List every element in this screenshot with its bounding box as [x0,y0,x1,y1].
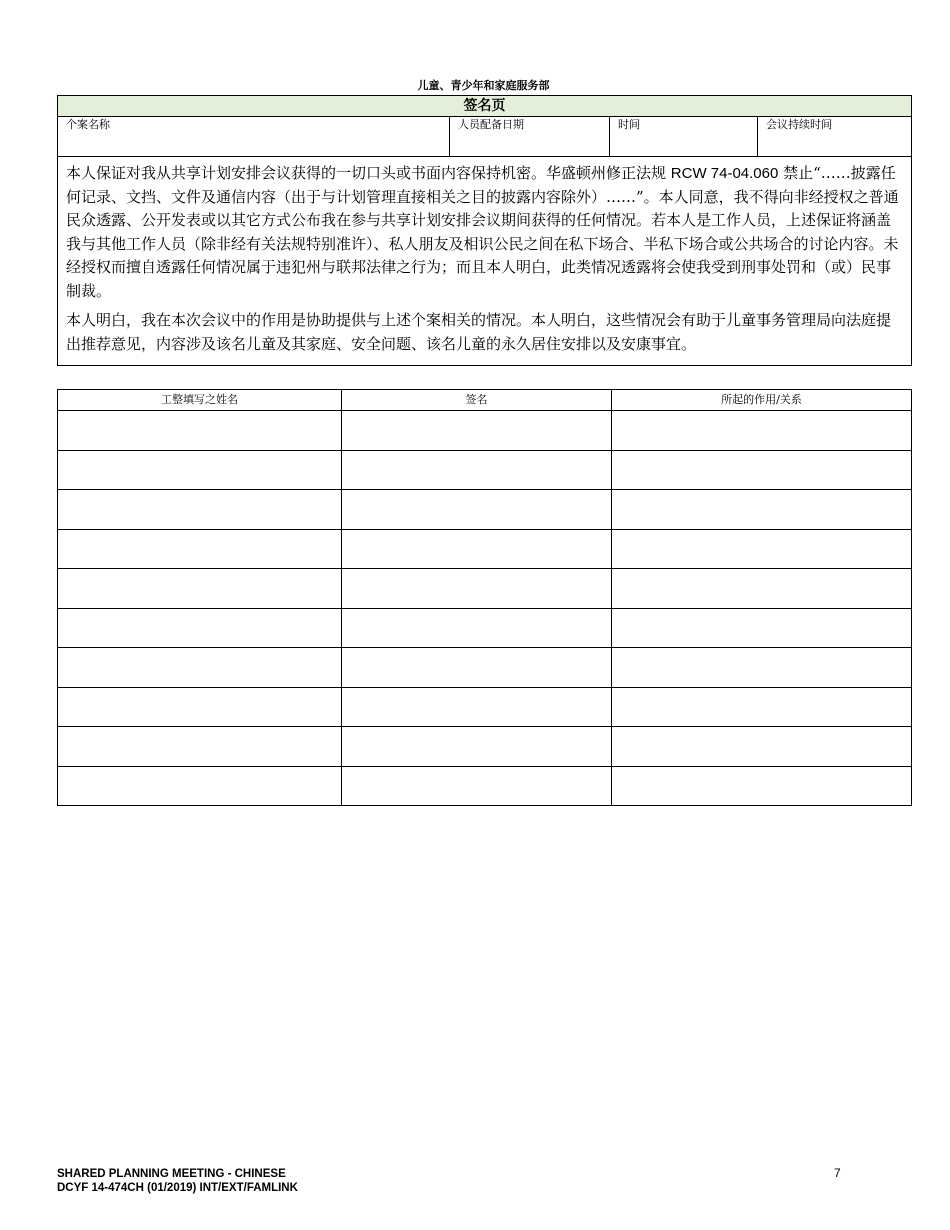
page-title: 签名页 [58,96,912,117]
signature-cell[interactable] [342,608,612,648]
role-cell[interactable] [612,529,912,569]
printed-name-cell[interactable] [58,529,342,569]
meeting-duration-field[interactable] [758,117,912,157]
printed-name-cell[interactable] [58,648,342,688]
statement-paragraph-2: 本人明白，我在本次会议中的作用是协助提供与上述个案相关的情况。本人明白，这些情况会有助于儿童事务管理局向法庭提出推荐意见，内容涉及该名儿童及其家庭、安全问题、该名儿童的永久居住安排以及安康事宜。 [66,311,892,353]
time-label: 时间 [618,118,640,131]
statement-p1-end: 禁止“……披露任何记录、文挡、文件及通信内容（出于与计划管理直接相关之目的披露内容除外）……”。本人同意，我不得向非经授权之普通民众透露、公开发表或以其它方式公布我在参与共享计划安排会议期间获得的任何情况。若本人是工作人员，上述保证将涵盖我与其他工作人员（除非经有关法规特别准许）、私人朋友及相识公民之间在私下场合、半私下场合或公共场合的讨论内容。未经授权而擅自透露任何情况属于违犯州与联邦法律之行为；而且本人明白，此类情况透露将会使我受到刑事处罚和（或）民事制裁。 [66,164,899,300]
printed-name-cell[interactable] [58,490,342,530]
table-row [58,687,912,727]
statement-p1-start: 本人保证对我从共享计划安排会议获得的一切口头或书面内容保持机密。华盛顿州修正法规 [66,164,671,182]
signature-table [57,389,912,806]
table-row [58,608,912,648]
signature-cell[interactable] [342,569,612,609]
role-cell[interactable] [612,727,912,767]
signature-cell[interactable] [342,490,612,530]
page-number: 7 [834,1166,841,1180]
printed-name-cell[interactable] [58,608,342,648]
signature-cell[interactable] [342,529,612,569]
footer-form-title: SHARED PLANNING MEETING - CHINESE [57,1168,286,1180]
table-row [58,490,912,530]
signature-cell[interactable] [342,450,612,490]
printed-name-cell[interactable] [58,766,342,806]
role-cell[interactable] [612,608,912,648]
signature-cell[interactable] [342,411,612,451]
confidentiality-statement [58,157,912,366]
statement-paragraph-1 [66,162,903,303]
column-header-role: 所起的作用/关系 [612,390,912,411]
signature-cell[interactable] [342,766,612,806]
table-row [58,648,912,688]
printed-name-cell[interactable] [58,569,342,609]
role-cell[interactable] [612,687,912,727]
role-cell[interactable] [612,569,912,609]
time-field[interactable] [610,117,758,157]
table-row [58,411,912,451]
printed-name-cell[interactable] [58,727,342,767]
printed-name-cell[interactable] [58,687,342,727]
footer-form-number: DCYF 14-474CH (01/2019) INT/EXT/FAMLINK [57,1182,298,1194]
staffing-date-label: 人员配备日期 [458,118,524,131]
role-cell[interactable] [612,490,912,530]
signature-cell[interactable] [342,727,612,767]
printed-name-cell[interactable] [58,411,342,451]
header-table [57,95,912,366]
column-header-signature: 签名 [342,390,612,411]
case-name-label: 个案名称 [66,118,110,131]
rcw-reference: RCW 74-04.060 [670,165,779,182]
table-row [58,529,912,569]
meeting-duration-label: 会议持续时间 [766,118,832,131]
column-header-printed-name: 工整填写之姓名 [58,390,342,411]
table-row [58,727,912,767]
signature-cell[interactable] [342,648,612,688]
staffing-date-field[interactable] [450,117,610,157]
table-row [58,450,912,490]
role-cell[interactable] [612,450,912,490]
printed-name-cell[interactable] [58,450,342,490]
footer-form-info [57,1167,298,1195]
case-name-field[interactable] [58,117,450,157]
signature-cell[interactable] [342,687,612,727]
role-cell[interactable] [612,411,912,451]
agency-name: 儿童、青少年和家庭服务部 [417,80,550,92]
table-row [58,766,912,806]
role-cell[interactable] [612,766,912,806]
table-row [58,569,912,609]
role-cell[interactable] [612,648,912,688]
